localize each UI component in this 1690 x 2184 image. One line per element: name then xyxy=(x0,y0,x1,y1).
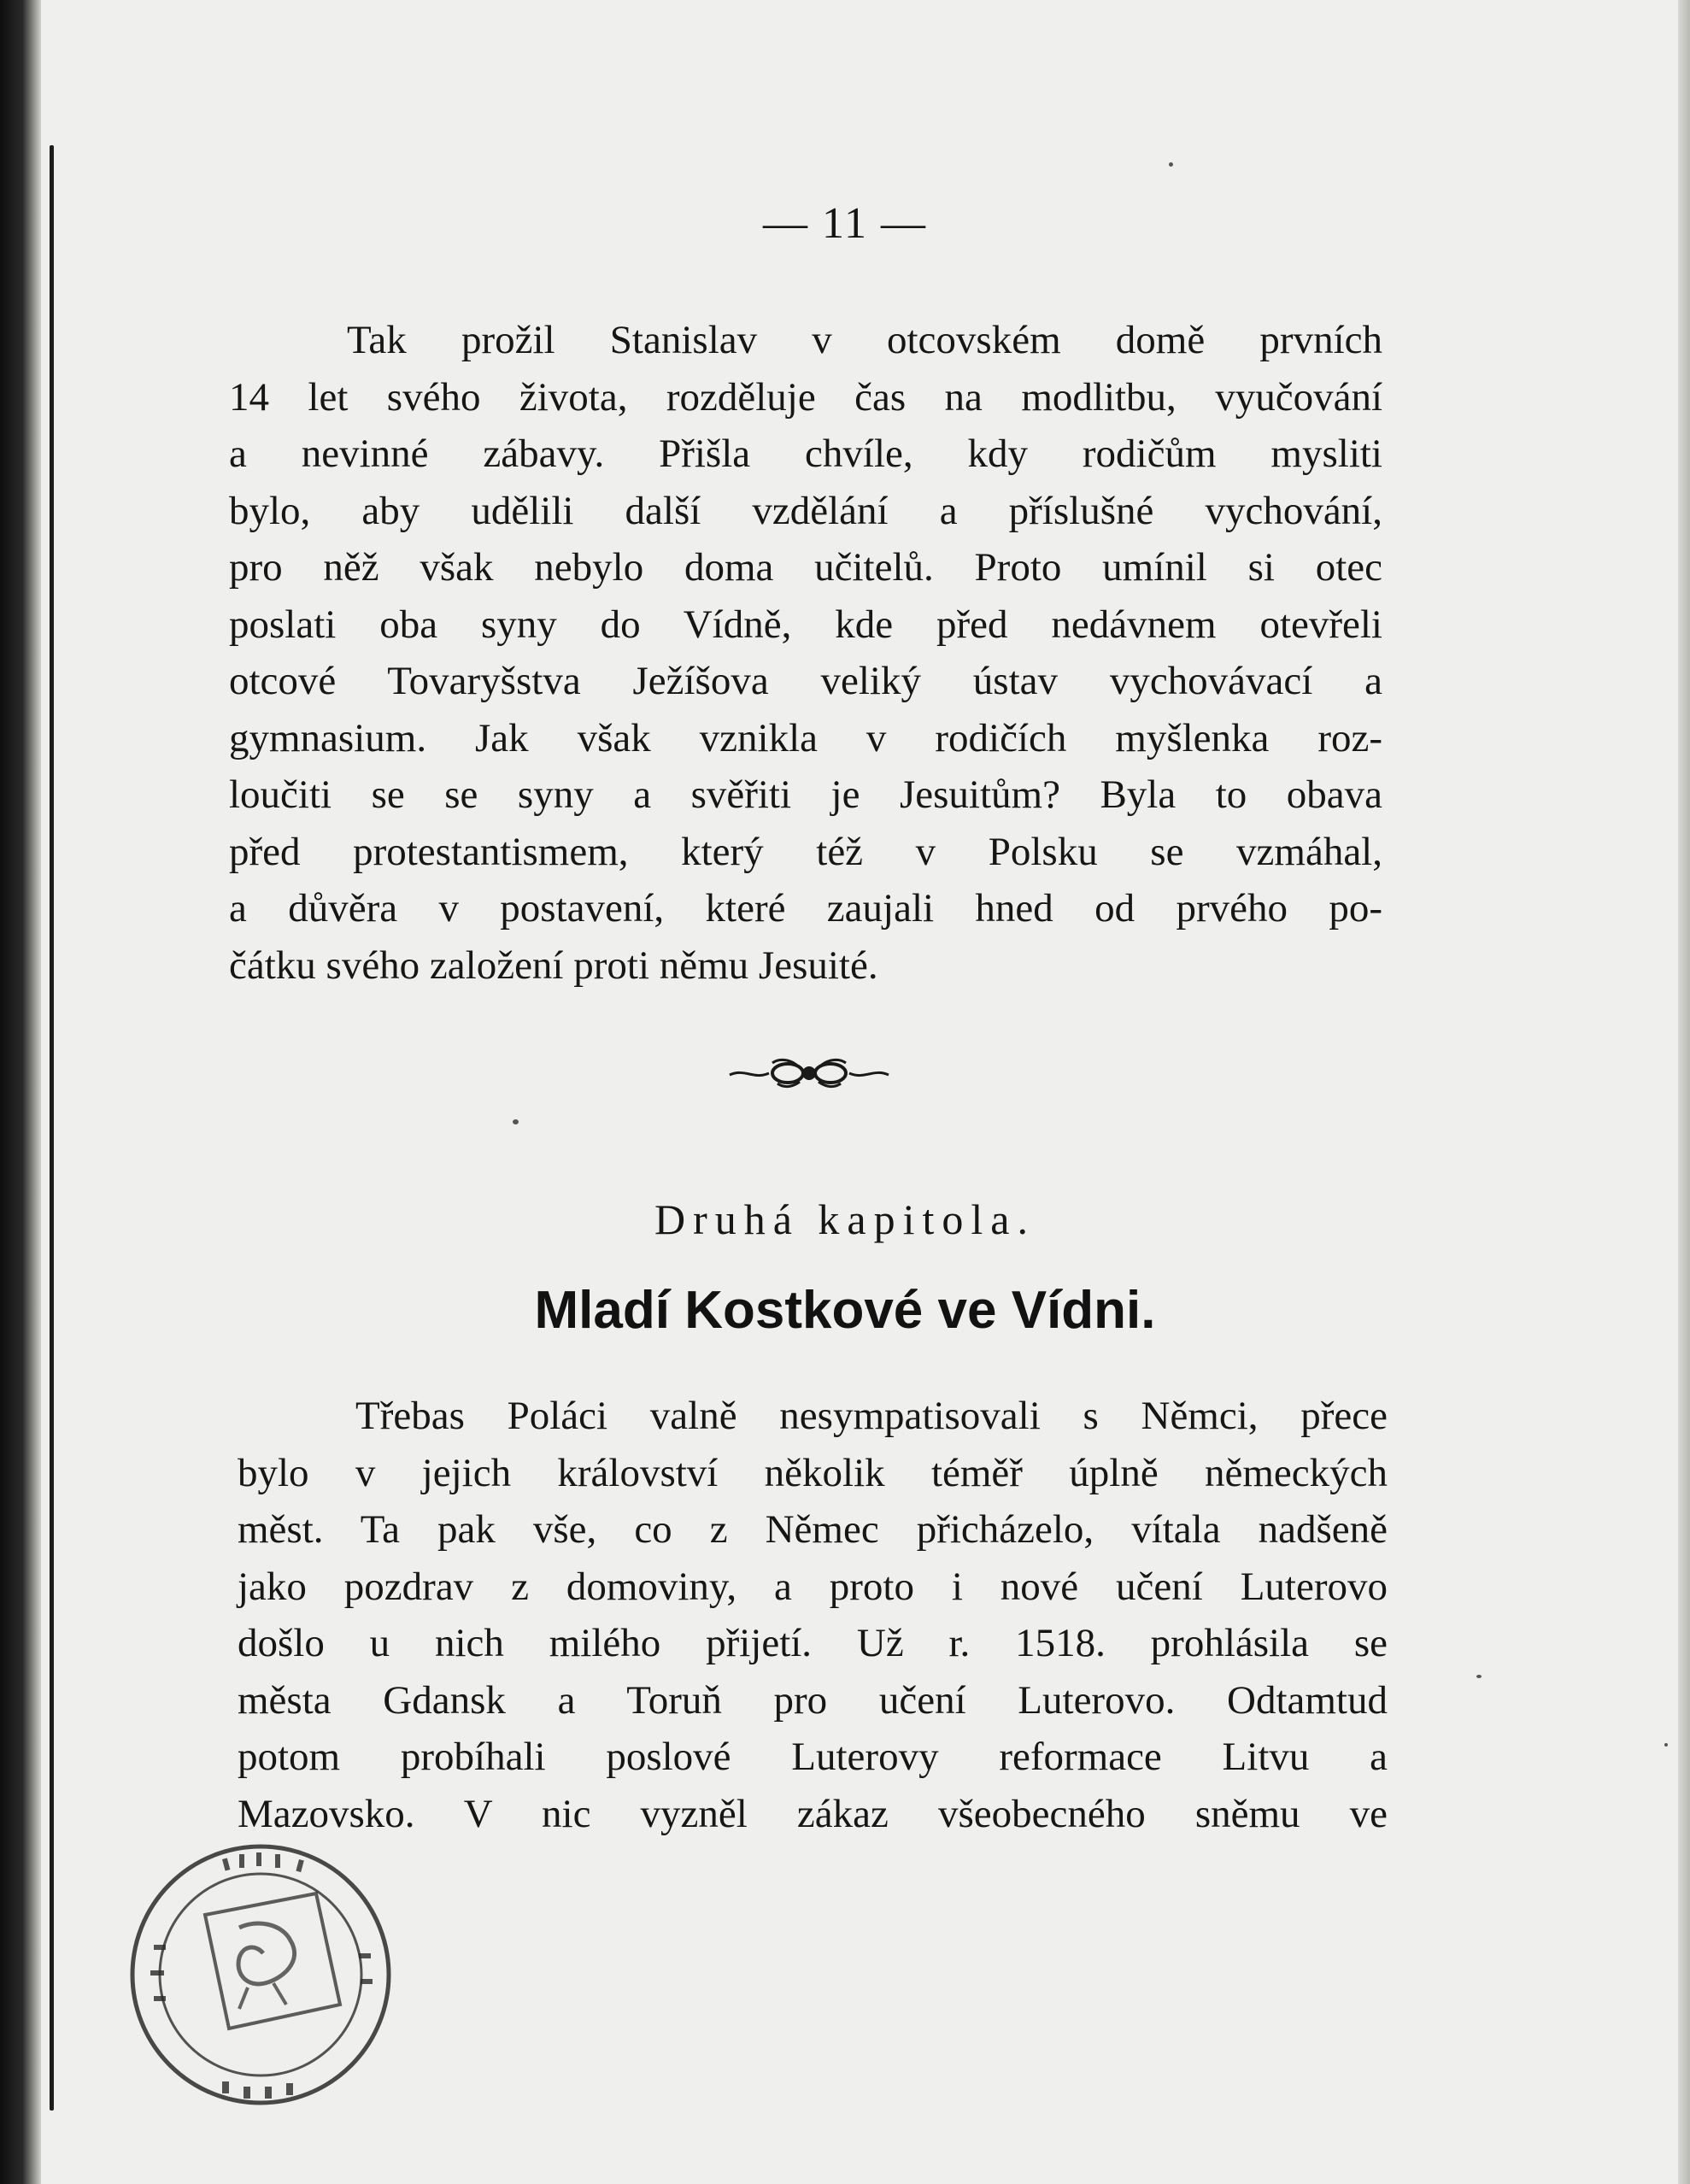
text-line: gymnasium. Jak však vznikla v rodičích myšlenka roz- xyxy=(229,715,1382,760)
text-line: Třebas Poláci valně nesympatisovali s Němci, přece xyxy=(355,1394,1388,1438)
text-line: měst. Ta pak vše, co z Němec přicházelo, vítala nadšeně xyxy=(238,1507,1388,1552)
paper-speck xyxy=(1169,162,1173,167)
paper-speck xyxy=(1664,1743,1668,1747)
paragraph-chapter-start xyxy=(238,1388,1388,1842)
text-line: a důvěra v postavení, které zaujali hned od prvého po- xyxy=(229,886,1382,931)
binding-shadow-line xyxy=(50,145,54,2111)
text-line: Mazovsko. V nic vyzněl zákaz všeobecného sněmu ve xyxy=(238,1791,1388,1836)
chapter-title: Mladí Kostkové ve Vídni. xyxy=(534,1281,1156,1340)
text-line: potom probíhali poslové Luterovy reformace Litvu a xyxy=(238,1735,1388,1779)
library-stamp-icon xyxy=(120,1834,402,2116)
page-number: — 11 — xyxy=(762,199,928,248)
text-line: Tak prožil Stanislav v otcovském domě prvních xyxy=(347,318,1382,362)
text-line: loučiti se se syny a svěřiti je Jesuitům? Byla to obava xyxy=(229,772,1382,817)
text-line: bylo, aby udělili další vzdělání a příslušné vychování, xyxy=(229,488,1382,533)
text-line: čátku svého založení proti němu Jesuité. xyxy=(229,942,878,988)
scan-left-edge xyxy=(0,0,41,2184)
paper-speck xyxy=(513,1119,519,1124)
text-line: otcové Tovaryšstva Ježíšova veliký ústav vychovávací a xyxy=(229,659,1382,703)
text-line: města Gdansk a Toruň pro učení Luterovo. Odtamtud xyxy=(238,1677,1388,1723)
text-line: pro něž však nebylo doma učitelů. Proto umínil si otec xyxy=(229,545,1382,590)
text-line: poslati oba syny do Vídně, kde před nedávnem otevřeli xyxy=(229,602,1382,647)
scan-right-edge xyxy=(1678,0,1690,2184)
paragraph-intro xyxy=(229,312,1382,994)
chapter-label: Druhá kapitola. xyxy=(654,1195,1036,1243)
text-line: bylo v jejich království několik téměř úplně německých xyxy=(238,1450,1388,1495)
text-line: došlo u nich milého přijetí. Už r. 1518. prohlásila se xyxy=(238,1621,1388,1665)
text-line: a nevinné zábavy. Přišla chvíle, kdy rodičům mysliti xyxy=(229,432,1382,476)
paper-speck xyxy=(1476,1675,1482,1678)
text-line: 14 let svého života, rozděluje čas na modlitbu, vyučování xyxy=(229,374,1382,420)
section-divider-ornament-icon xyxy=(728,1056,890,1090)
text-line: jako pozdrav z domoviny, a proto i nové učení Luterovo xyxy=(238,1564,1388,1609)
text-line: před protestantismem, který též v Polsku se vzmáhal, xyxy=(229,829,1382,874)
